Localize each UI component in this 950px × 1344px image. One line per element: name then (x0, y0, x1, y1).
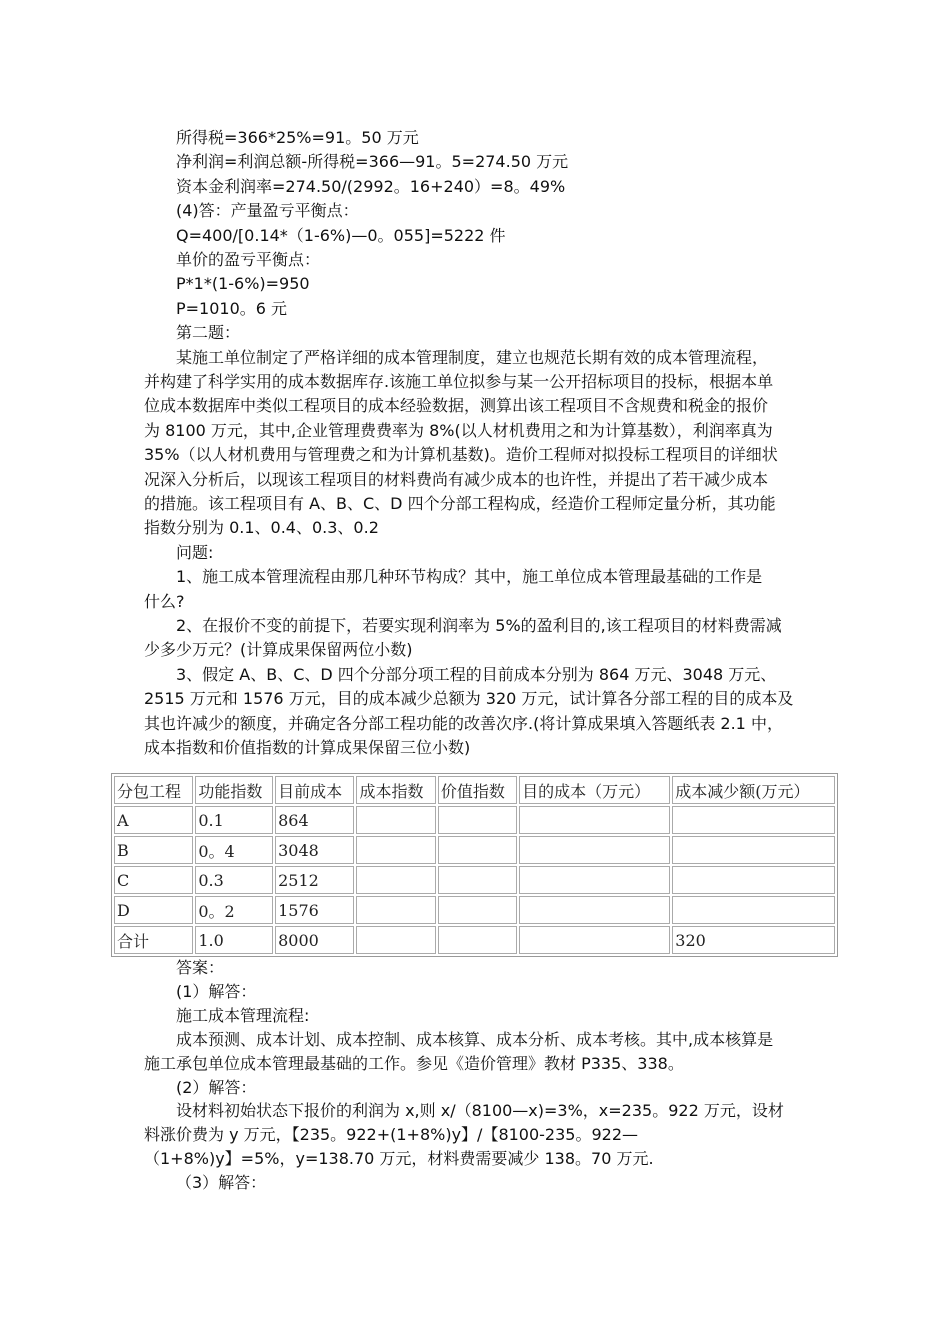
text-line: P*1*(1-6%)=950 (176, 274, 310, 294)
table-cell: 320 (672, 926, 835, 954)
table-header-cell: 成本减少额(万元） (672, 776, 835, 804)
text-line: 第二题： (176, 323, 241, 343)
table-cell: 0。2 (195, 896, 273, 924)
table-row (114, 926, 835, 954)
text-line: 什么? (144, 591, 185, 611)
table-cell (356, 806, 435, 834)
text-line: 2、在报价不变的前提下，若要实现利润率为 5%的盈利目的,该工程项目的材料费需减 (176, 616, 782, 635)
table-row (114, 866, 835, 894)
text-line: 2515 万元和 1576 万元，目的成本减少总额为 320 万元，试计算各分部工程的目的成本及 (144, 689, 794, 709)
text-line: 料涨价费为 y 万元，【235。922+(1+8%)y】/【8100-235。922— (144, 1125, 639, 1145)
text-line: 某施工单位制定了严格详细的成本管理制度，建立也规范长期有效的成本管理流程， (176, 347, 769, 367)
text-line: (2）解答： (176, 1077, 257, 1097)
table-row (114, 836, 835, 864)
table-header-cell: 分包工程 (114, 776, 193, 804)
text-line: 净利润=利润总额-所得税=366—91。5=274.50 万元 (176, 152, 569, 172)
table-header-cell: 目前成本 (275, 776, 354, 804)
table-cell: 8000 (275, 926, 354, 954)
table-cell (356, 836, 435, 864)
text-line: P=1010。6 元 (176, 298, 288, 318)
text-line: 答案： (176, 958, 225, 977)
table-header-cell: 成本指数 (356, 776, 435, 804)
text-line: 单价的盈亏平衡点： (176, 250, 321, 269)
text-line: 所得税=366*25%=91。50 万元 (176, 128, 419, 147)
table-cell (438, 836, 517, 864)
text-line: 资本金利润率=274.50/(2992。16+240）=8。49% (176, 176, 566, 196)
table-cell (519, 896, 670, 924)
text-line: (4)答：产量盈亏平衡点： (176, 201, 359, 221)
table-cell: D (114, 896, 193, 924)
text-line: 况深入分析后，以现该工程项目的材料费尚有减少成本的也许性，并提出了若干减少成本 (144, 469, 769, 489)
text-line: 35%（以人材机费用与管理费之和为计算机基数)。造价工程师对拟投标工程项目的详细状 (144, 445, 778, 465)
text-line: 问题: (176, 542, 214, 562)
table-cell (672, 896, 835, 924)
table-cell (519, 866, 670, 894)
table-header-cell: 功能指数 (195, 776, 273, 804)
text-line: 成本预测、成本计划、成本控制、成本核算、成本分析、成本考核。其中,成本核算是 (176, 1029, 774, 1049)
table-cell: 0.3 (195, 866, 273, 894)
text-line: 指数分别为 0.1、0.4、0.3、0.2 (144, 518, 379, 538)
table-cell: 2512 (275, 866, 354, 894)
table-cell (438, 896, 517, 924)
table-row (114, 896, 835, 924)
table-cell: 0.1 (195, 806, 273, 834)
table-cell (519, 926, 670, 954)
text-line: 少多少万元？(计算成果保留两位小数) (144, 640, 413, 660)
table-cell: 合计 (114, 926, 193, 954)
text-line: （1+8%)y】=5%，y=138.70 万元，材料费需要减少 138。70 万元. (144, 1149, 654, 1169)
table-cell: 0。4 (195, 836, 273, 864)
table-cell (672, 806, 835, 834)
text-line: 3、假定 A、B、C、D 四个分部分项工程的目前成本分别为 864 万元、3048 万元、 (176, 664, 777, 684)
table-row (114, 806, 835, 834)
table-cell (356, 896, 435, 924)
table-cell (356, 926, 435, 954)
table-cell: B (114, 836, 193, 864)
text-line: Q=400/[0.14*（1-6%)—0。055]=5222 件 (176, 225, 506, 245)
text-line: 施工成本管理流程: (176, 1005, 310, 1025)
text-line: 的措施。该工程项目有 A、B、C、D 四个分部工程构成，经造价工程师定量分析，其功能 (144, 494, 776, 513)
table-cell (356, 866, 435, 894)
table-cell: C (114, 866, 193, 894)
text-line: 并构建了科学实用的成本数据库存.该施工单位拟参与某一公开招标项目的投标，根据本单 (144, 372, 774, 391)
table-header-row (114, 776, 835, 804)
table-header-cell: 目的成本（万元） (519, 776, 670, 804)
table-cell (672, 836, 835, 864)
table-header-cell: 价值指数 (438, 776, 517, 804)
table-cell (438, 926, 517, 954)
text-line: 成本指数和价值指数的计算成果保留三位小数) (144, 738, 471, 757)
table-cell (672, 866, 835, 894)
table-cell (438, 806, 517, 834)
text-line: 1、施工成本管理流程由那几种环节构成？其中，施工单位成本管理最基础的工作是 (176, 567, 763, 587)
text-line: (1）解答： (176, 981, 257, 1001)
text-line: 其也许减少的额度，并确定各分部工程功能的改善次序.(将计算成果填入答题纸表 2.1 中， (144, 713, 783, 733)
table-cell (519, 836, 670, 864)
table-cell: 3048 (275, 836, 354, 864)
table-cell: 1576 (275, 896, 354, 924)
table-cell (519, 806, 670, 834)
table-cell (438, 866, 517, 894)
table-cell: A (114, 806, 193, 834)
text-line: 为 8100 万元，其中,企业管理费费率为 8%(以人材机费用之和为计算基数），利润率真为 (144, 420, 773, 440)
score-table (111, 773, 838, 957)
table-cell: 1.0 (195, 926, 273, 954)
table-cell: 864 (275, 806, 354, 834)
text-line: 位成本数据库中类似工程项目的成本经验数据，测算出该工程项目不含规费和税金的报价 (144, 396, 769, 416)
text-line: 施工承包单位成本管理最基础的工作。参见《造价管理》教材 P335、338。 (144, 1053, 684, 1073)
text-line: 设材料初始状态下报价的利润为 x,则 x/（8100—x)=3%，x=235。922 万元，设材 (176, 1101, 784, 1121)
text-line: （3）解答： (176, 1173, 267, 1193)
